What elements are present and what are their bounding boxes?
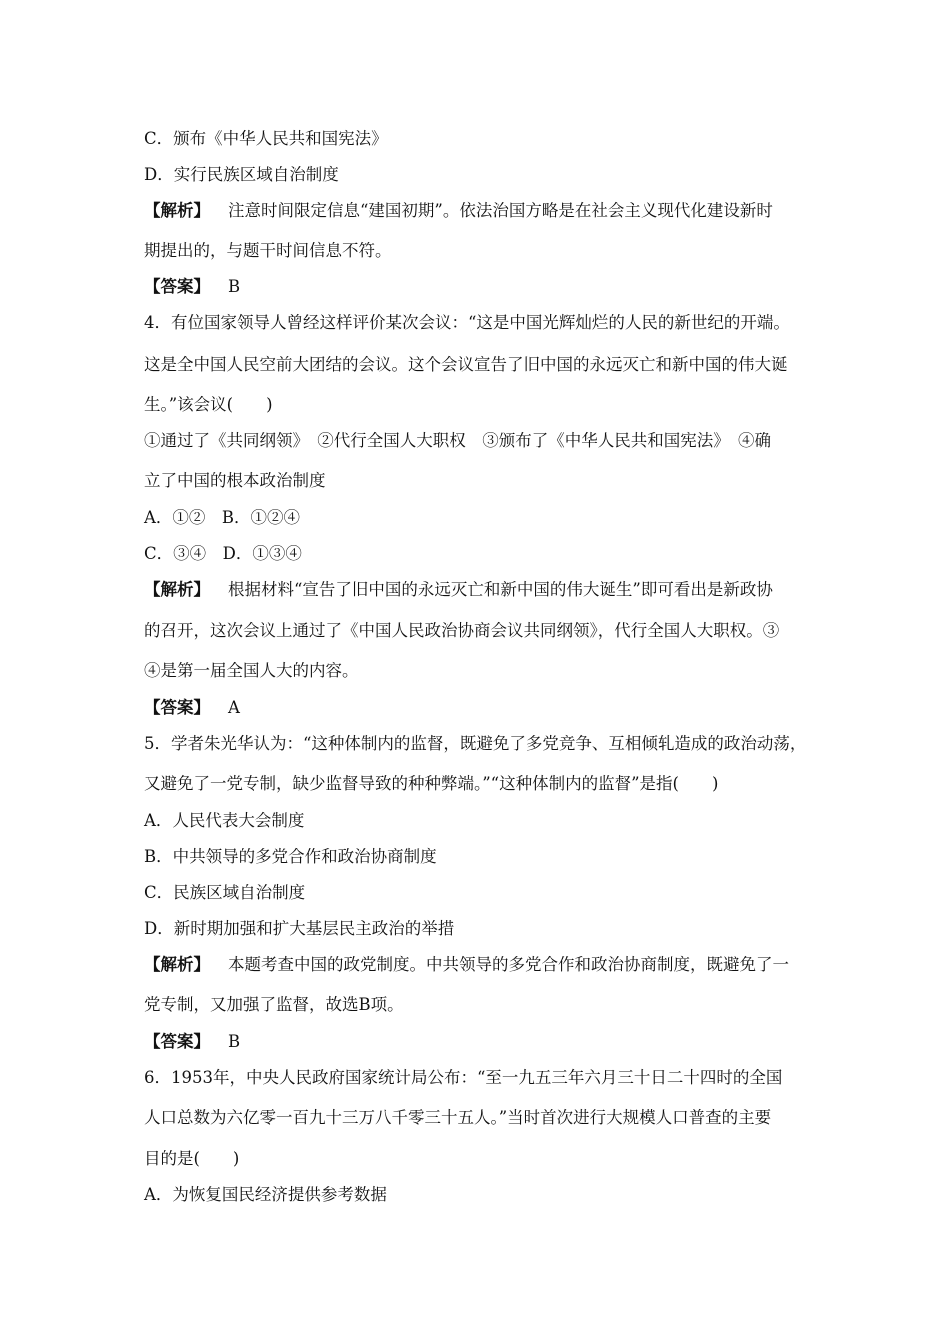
option-c-q3: C．颁布《中华人民共和国宪法》 xyxy=(144,129,388,148)
answer-q4 xyxy=(144,697,824,719)
question-4-line2: 这是全中国人民空前大团结的会议。这个会议宣告了旧中国的永远灭亡和新中国的伟大诞 xyxy=(144,355,788,374)
question-4-line3: 生。”该会议( ) xyxy=(144,395,273,414)
q6-option-a: A．为恢复国民经济提供参考数据 xyxy=(144,1185,387,1204)
answer-value: B xyxy=(228,1032,241,1051)
answer-value: B xyxy=(228,277,241,296)
answer-tag: 【答案】 xyxy=(144,277,210,296)
answer-q5 xyxy=(144,1031,824,1053)
analysis-tag: 【解析】 xyxy=(144,955,210,974)
answer-value: A xyxy=(228,698,240,717)
q5-option-c: C．民族区域自治制度 xyxy=(144,883,306,902)
q4-statements-line1: ①通过了《共同纲领》 ②代行全国人大职权 ③颁布了《中华人民共和国宪法》 ④确 xyxy=(144,431,771,450)
answer-tag: 【答案】 xyxy=(144,698,210,717)
question-6-line3: 目的是( ) xyxy=(144,1149,240,1168)
analysis-text: 根据材料“宣告了旧中国的永远灭亡和新中国的伟大诞生”即可看出是新政协 xyxy=(228,580,773,599)
analysis-text: 注意时间限定信息“建国初期”。依法治国方略是在社会主义现代化建设新时 xyxy=(228,201,773,220)
answer-tag: 【答案】 xyxy=(144,1032,210,1051)
analysis-q4-line3: ④是第一届全国人大的内容。 xyxy=(144,661,359,680)
question-5-line1: 5．学者朱光华认为：“这种体制内的监督，既避免了多党竞争、互相倾轧造成的政治动荡， xyxy=(144,734,807,753)
analysis-tag: 【解析】 xyxy=(144,201,210,220)
answer-q3 xyxy=(144,276,824,298)
q5-option-b: B．中共领导的多党合作和政治协商制度 xyxy=(144,847,437,866)
question-5-line2: 又避免了一党专制，缺少监督导致的种种弊端。”“这种体制内的监督”是指( ) xyxy=(144,774,719,793)
analysis-tag: 【解析】 xyxy=(144,580,210,599)
analysis-q3-line1 xyxy=(144,200,824,222)
q4-statements-line2: 立了中国的根本政治制度 xyxy=(144,471,326,490)
question-6-line1: 6．1953年，中央人民政府国家统计局公布：“至一九五三年六月三十日二十四时的全国 xyxy=(144,1068,783,1087)
analysis-q5-line2: 党专制，又加强了监督，故选B项。 xyxy=(144,995,404,1014)
q5-option-d: D．新时期加强和扩大基层民主政治的举措 xyxy=(144,919,455,938)
analysis-text: 本题考查中国的政党制度。中共领导的多党合作和政治协商制度，既避免了一 xyxy=(228,955,789,974)
analysis-q5-line1 xyxy=(144,954,824,976)
analysis-q4-line1 xyxy=(144,579,824,601)
analysis-q4-line2: 的召开，这次会议上通过了《中国人民政治协商会议共同纲领》，代行全国人大职权。③ xyxy=(144,621,780,640)
q4-options-ab: A．①② B．①②④ xyxy=(144,508,301,527)
q5-option-a: A．人民代表大会制度 xyxy=(144,811,305,830)
question-4-line1: 4．有位国家领导人曾经这样评价某次会议：“这是中国光辉灿烂的人民的新世纪的开端。 xyxy=(144,313,790,332)
option-d-q3: D．实行民族区域自治制度 xyxy=(144,165,339,184)
q4-options-cd: C．③④ D．①③④ xyxy=(144,544,302,563)
analysis-q3-line2: 期提出的，与题干时间信息不符。 xyxy=(144,241,392,260)
question-6-line2: 人口总数为六亿零一百九十三万八千零三十五人。”当时首次进行大规模人口普查的主要 xyxy=(144,1108,772,1127)
